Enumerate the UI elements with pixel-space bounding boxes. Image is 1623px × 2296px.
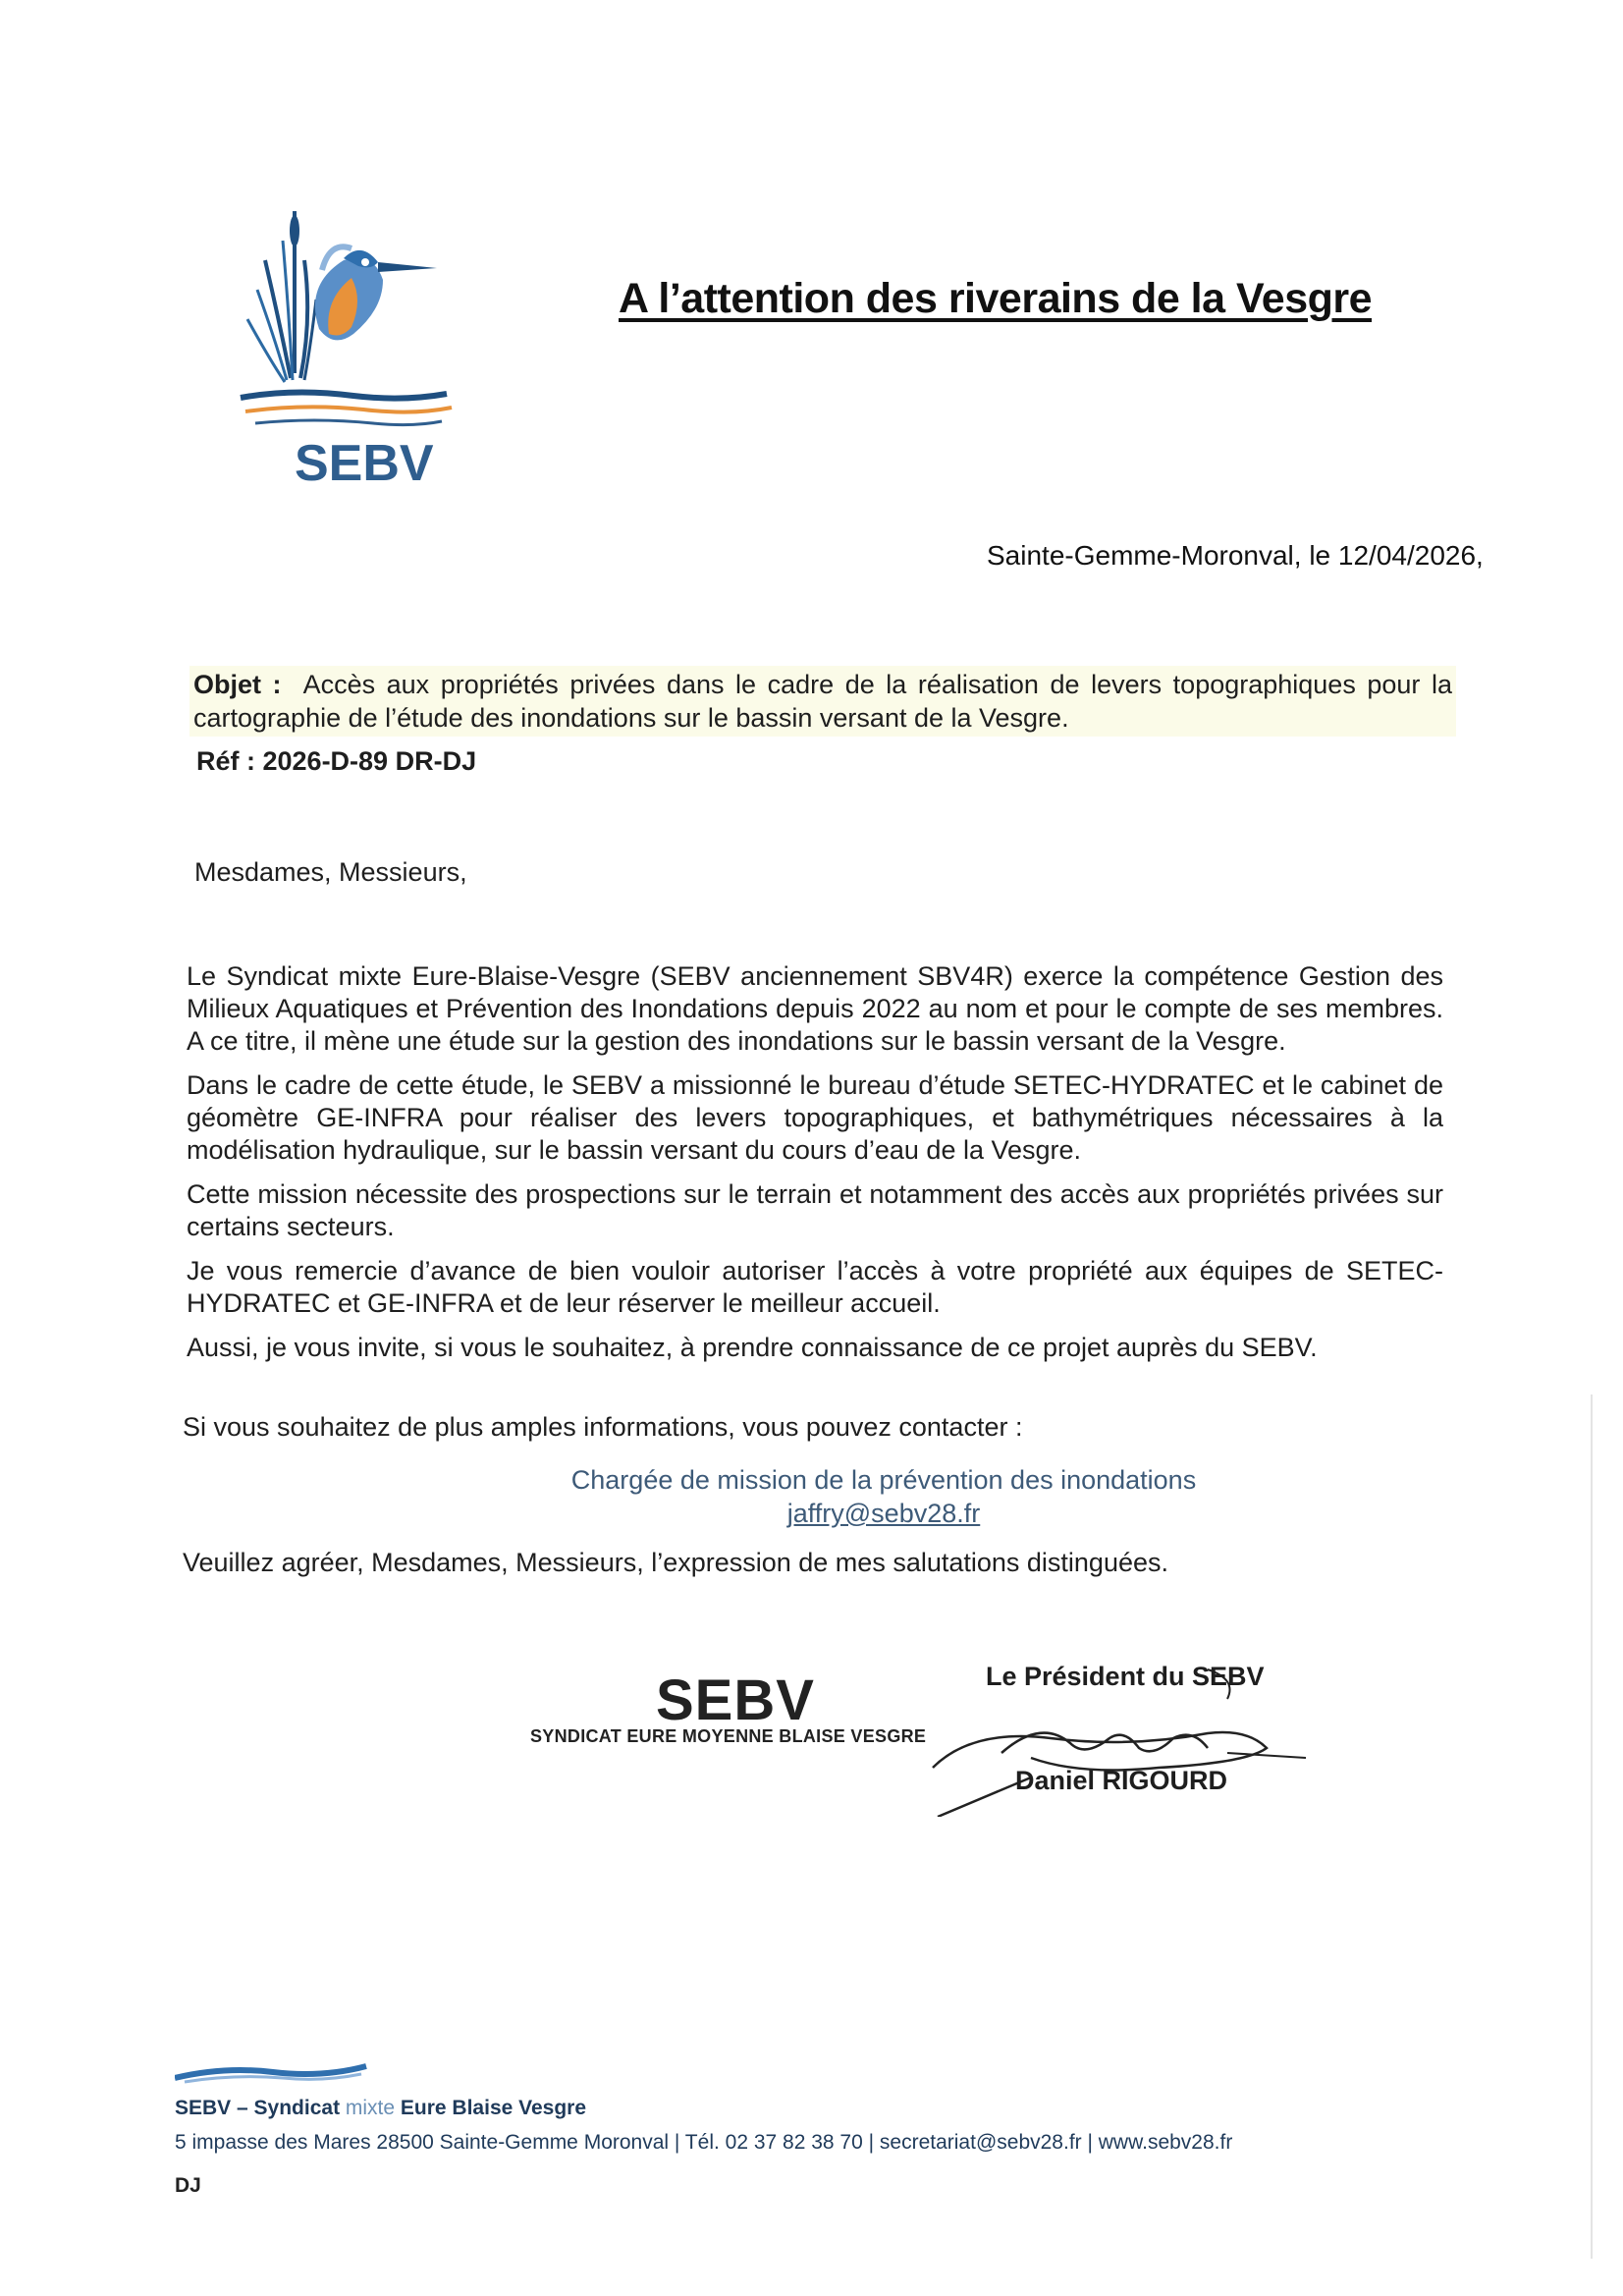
logo-text: SEBV (295, 435, 434, 486)
kingfisher-reed-logo-icon (236, 201, 471, 486)
contact-block (393, 1463, 1375, 1530)
footer-org-part: mixte (340, 2097, 401, 2119)
scan-edge-divider (1591, 1394, 1593, 2259)
stamp-name: SEBV (656, 1668, 815, 1732)
place-date: Sainte-Gemme-Moronval, le 12/04/2026, (987, 540, 1484, 571)
closing-formula: Veuillez agréer, Mesdames, Messieurs, l’expression de mes salutations distinguées. (183, 1548, 1168, 1577)
contact-intro: Si vous souhaitez de plus amples informations, vous pouvez contacter : (183, 1412, 1023, 1442)
subject-label: Objet : (193, 670, 282, 699)
sebv-logo (236, 201, 471, 486)
footer-org-name (175, 2097, 586, 2120)
reference: Réf : 2026-D-89 DR-DJ (196, 746, 477, 776)
paragraph: Le Syndicat mixte Eure-Blaise-Vesgre (SEBV anciennement SBV4R) exerce la compétence Gestion des Milieux Aquatiques et Prévention des Inondations depuis 2022 au nom et pour le compte de ses membres. A ce titre, il mène une étude sur la gestion des inondations sur le bassin versant de la Vesgre. (187, 961, 1443, 1056)
paragraph: Cette mission nécessite des prospections sur le terrain et notamment des accès aux propriétés privées sur certains secteurs. (187, 1179, 1443, 1241)
contact-role: Chargée de mission de la prévention des inondations (570, 1465, 1197, 1495)
footer-initials: DJ (175, 2174, 201, 2197)
subject-block (189, 666, 1456, 737)
paragraph: Dans le cadre de cette étude, le SEBV a missionné le bureau d’étude SETEC-HYDRATEC et le cabinet de géomètre GE-INFRA pour réaliser des levers topographiques, et bathymétriques nécessaires à la modélisation hydraulique, sur le bassin versant du cours d’eau de la Vesgre. (187, 1070, 1443, 1165)
signer-name: Daniel RIGOURD (1015, 1766, 1228, 1795)
paragraph: Aussi, je vous invite, si vous le souhaitez, à prendre connaissance de ce projet auprès du SEBV. (187, 1333, 1318, 1362)
signer-title: Le Président du SEBV (986, 1662, 1265, 1691)
salutation: Mesdames, Messieurs, (194, 857, 467, 887)
letter-body (187, 960, 1443, 1376)
footer-wave-icon (175, 2060, 371, 2084)
footer-address: 5 impasse des Mares 28500 Sainte-Gemme Moronval | Tél. 02 37 82 38 70 | secretariat@sebv28.fr | www.sebv28.fr (175, 2131, 1233, 2154)
subject-text: Accès aux propriétés privées dans le cadre de la réalisation de levers topographiques pour la cartographie de l’étude des inondations sur le bassin versant de la Vesgre. (193, 670, 1452, 733)
stamp-subtitle: SYNDICAT EURE MOYENNE BLAISE VESGRE (530, 1726, 927, 1746)
page-title: A l’attention des riverains de la Vesgre (619, 275, 1373, 322)
paragraph: Je vous remercie d’avance de bien vouloir autoriser l’accès à votre propriété aux équipes de SETEC-HYDRATEC et GE-INFRA et de leur réserver le meilleur accueil. (187, 1256, 1443, 1318)
footer-org-part: SEBV – Syndicat (175, 2097, 341, 2119)
footer-org-part: Eure Blaise Vesgre (400, 2097, 587, 2119)
contact-email-link[interactable]: jaffry@sebv28.fr (786, 1499, 981, 1528)
